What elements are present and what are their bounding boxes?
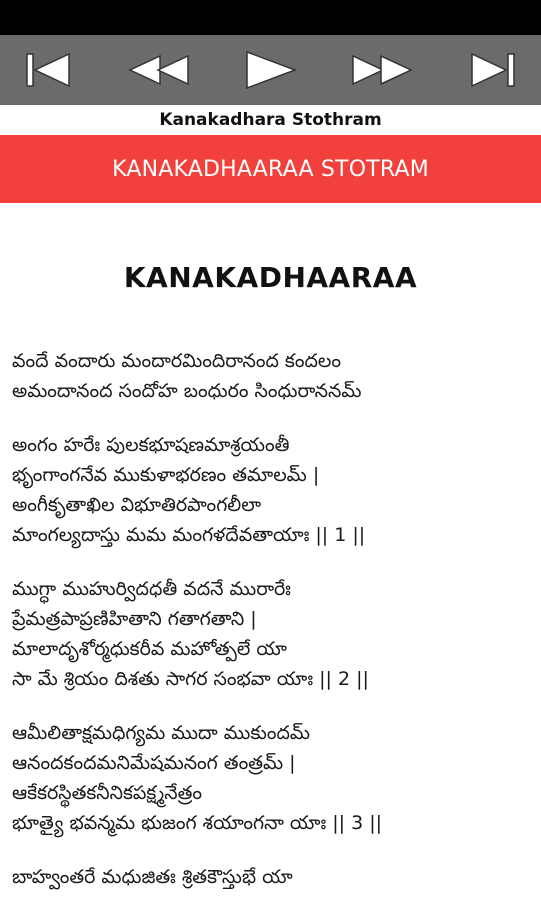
play-button[interactable] [238, 45, 304, 95]
verse-line: బాహ్వంతరే మధుజితః శ్రితకౌస్తుభే యా [12, 866, 293, 888]
verse-line: మాంగల్యదాస్తు మమ మంగళదేవతాయాః || 1 || [12, 524, 366, 546]
rewind-button[interactable] [126, 45, 192, 95]
verse-line: భృంగాంగనేవ ముకుళాభరణం తమాలమ్ | [12, 464, 320, 486]
verse-line: భూత్యై భవన్మమ భుజంగ శయాంగనా యాః || 3 || [12, 812, 383, 834]
lyrics-content[interactable] [0, 203, 541, 900]
stanza [12, 718, 532, 838]
playback-controls [0, 35, 541, 105]
skip-to-start-icon [23, 52, 73, 88]
skip-to-start-button[interactable] [15, 45, 81, 95]
stanza [12, 430, 532, 550]
verse-line: అంగీకృతాఖిల విభూతిరపాంగలీలా [12, 494, 262, 516]
verse-line: సా మే శ్రియం దిశతు సాగర సంభవా యాః || 2 || [12, 668, 369, 690]
skip-to-end-button[interactable] [460, 45, 526, 95]
lyrics-heading: KANAKADHAARAA [123, 261, 418, 294]
stanza [12, 574, 532, 694]
verse-line: వందే వందారు మందారమిందిరానంద కందలం [12, 350, 341, 372]
fast-forward-icon [349, 52, 415, 88]
stanza [12, 346, 532, 406]
fast-forward-button[interactable] [349, 45, 415, 95]
section-banner [0, 135, 541, 203]
verses-container [12, 346, 532, 900]
app-title: Kanakadhara Stothram [159, 110, 382, 130]
verse-line: మాలాదృశోర్మధుకరీవ మహోత్పలే యా [12, 638, 287, 660]
status-bar [0, 0, 541, 35]
play-icon [243, 50, 299, 90]
verse-line: ముగ్ధా ముహుర్విదధతీ వదనే మురారేః [12, 578, 291, 600]
banner-title: KANAKADHAARAA STOTRAM [112, 156, 429, 182]
verse-line: ఆమీలితాక్షమధిగ్యమ ముదా ముకుందమ్ [12, 722, 311, 744]
verse-line: ఆకేకరస్థితకనీనికపక్ష్మనేత్రం [12, 782, 203, 804]
stanza [12, 862, 532, 892]
verse-line: ప్రేమత్రపాప్రణిహితాని గతాగతాని | [12, 608, 257, 630]
verse-line: అంగం హరేః పులకభూషణమాశ్రయంతీ [12, 434, 290, 456]
rewind-icon [126, 52, 192, 88]
skip-to-end-icon [468, 52, 518, 88]
verse-line: ఆనందకందమనిమేషమనంగ తంత్రమ్ | [12, 752, 296, 774]
verse-line: అమందానంద సందోహ బంధురం సింధురాననమ్ [12, 380, 362, 402]
